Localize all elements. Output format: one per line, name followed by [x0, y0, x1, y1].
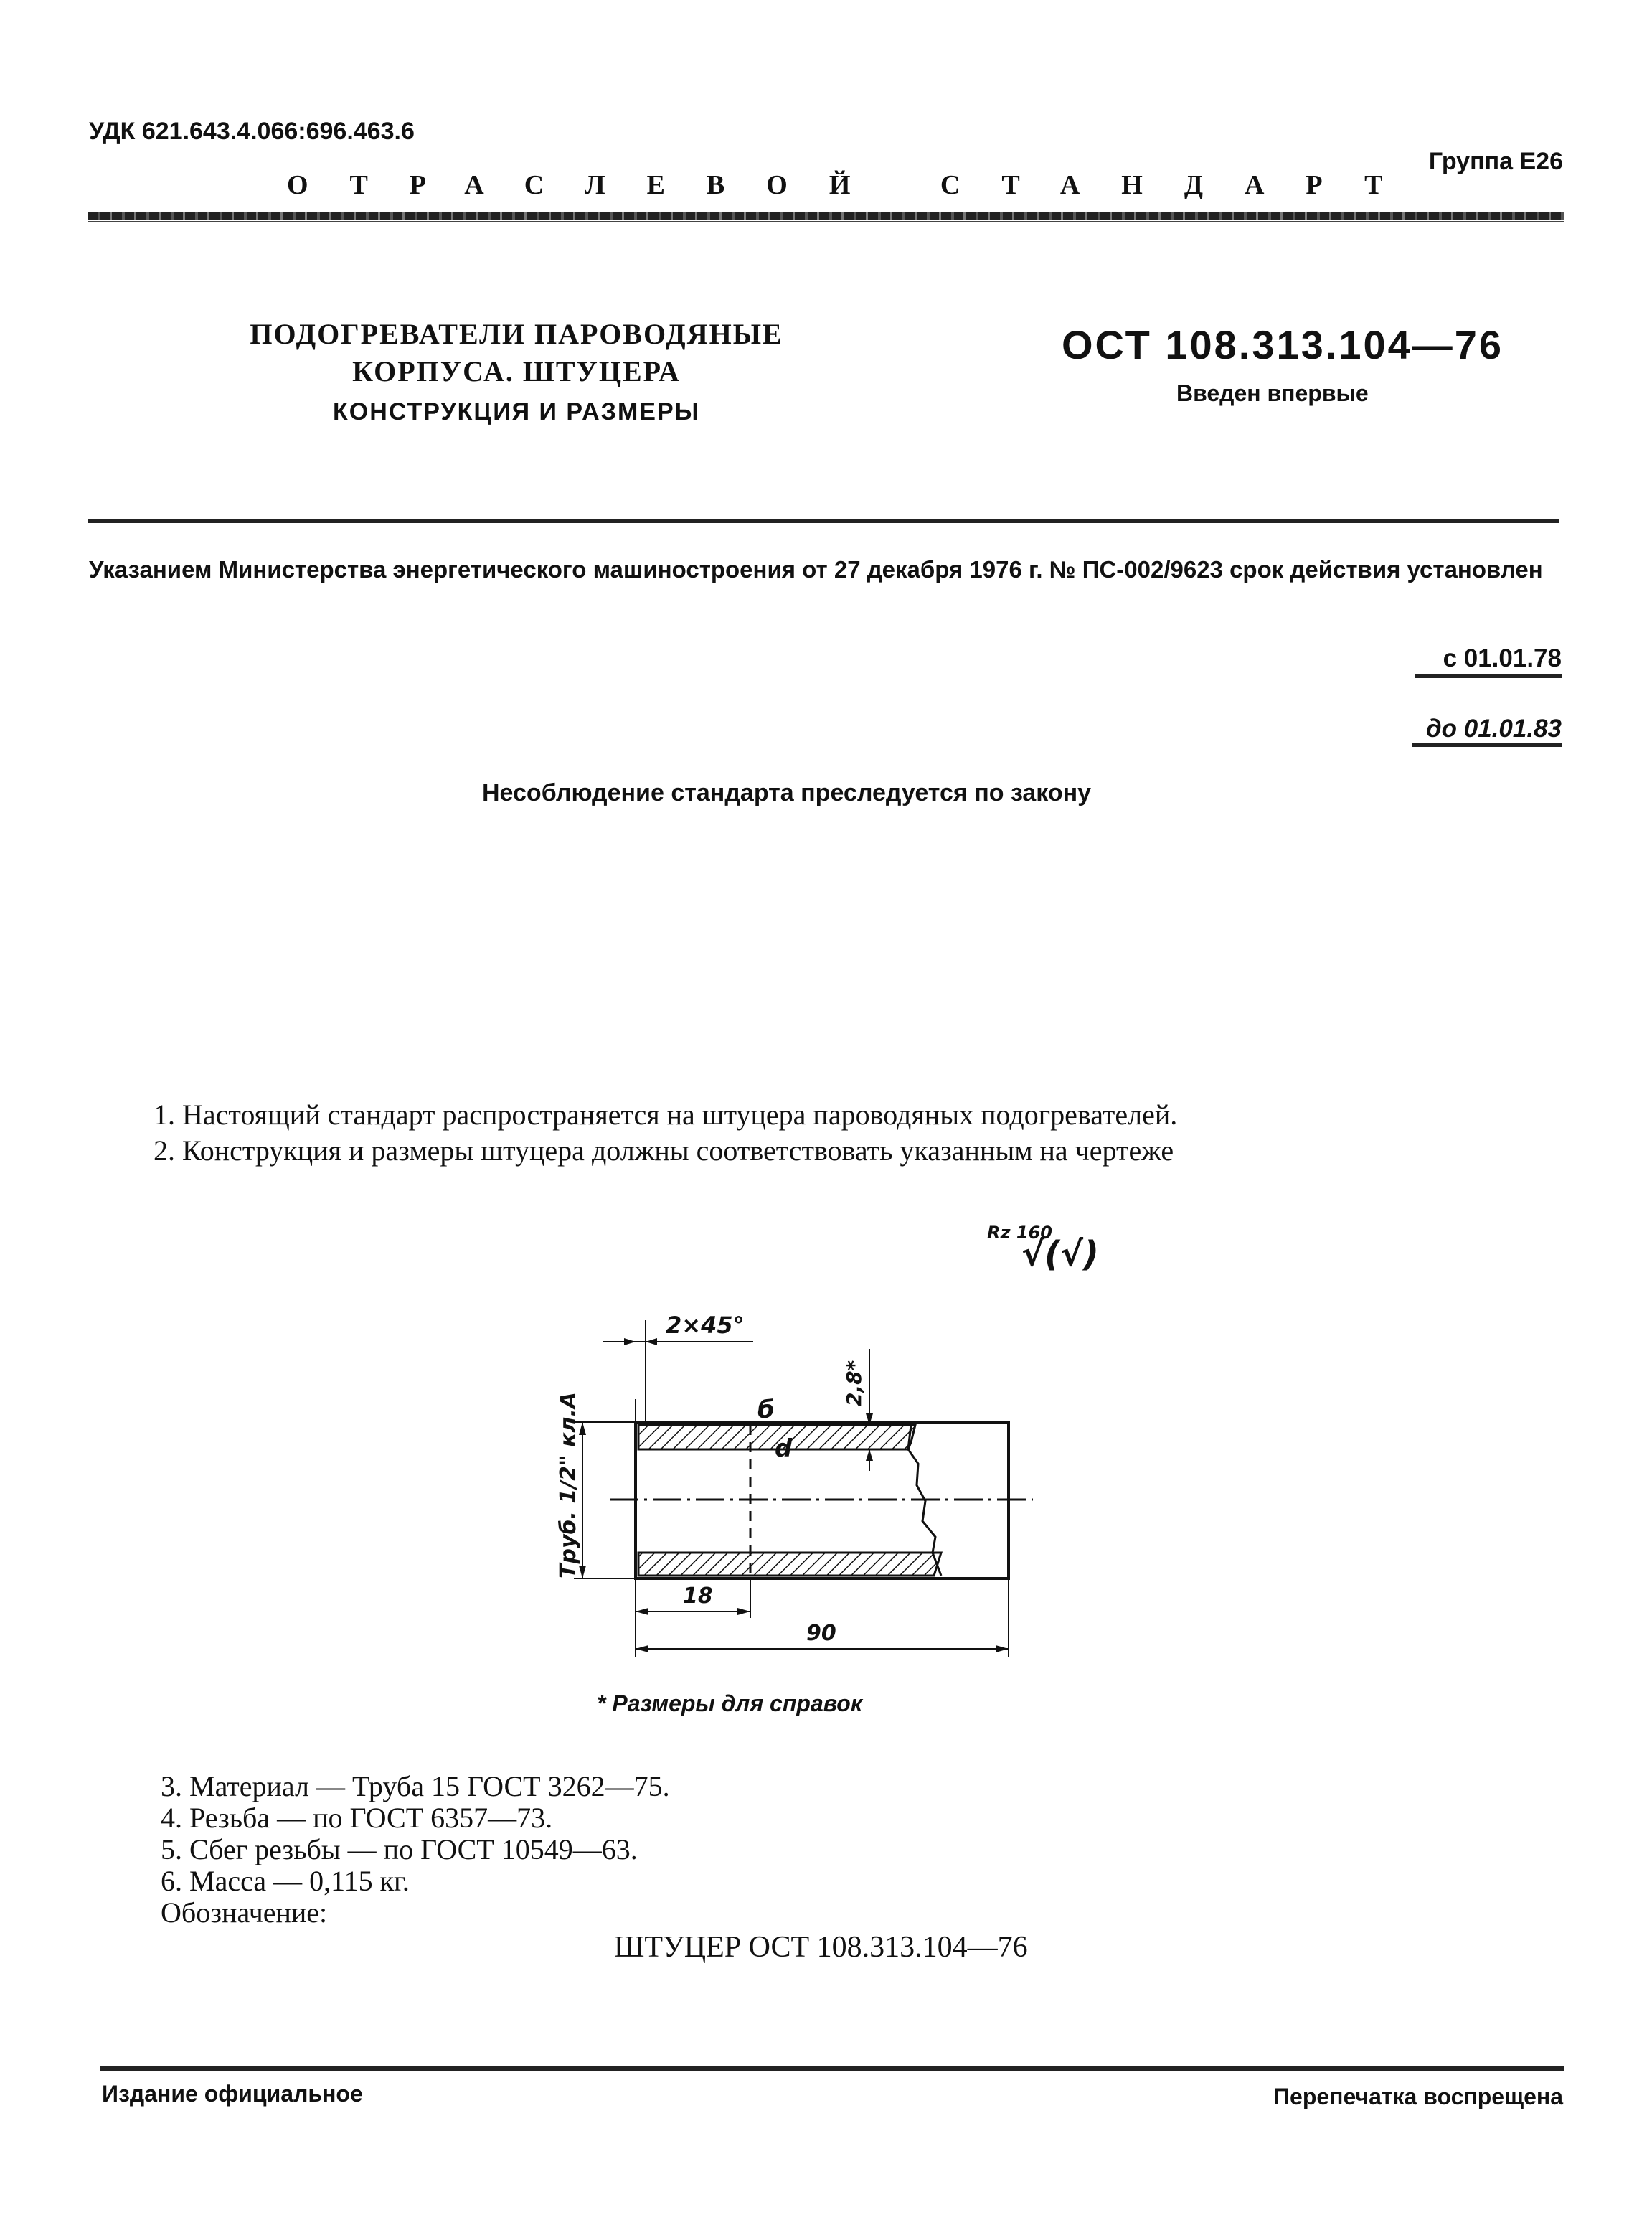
chamfer-arrow-left — [624, 1338, 636, 1345]
wall-arrow-bottom — [866, 1449, 873, 1461]
title-line-3: КОНСТРУКЦИЯ И РАЗМЕРЫ — [333, 398, 700, 425]
date-from-underline — [1415, 674, 1562, 678]
thread-length-arrow-left — [636, 1608, 648, 1615]
thread-designation: Труб. 1/2" кл.А — [556, 1391, 581, 1578]
edition-note: Издание официальное — [102, 2081, 363, 2107]
clause-material: 3. Материал — Труба 15 ГОСТ 3262—75. — [161, 1770, 670, 1802]
roughness-value: Rz 160 — [987, 1223, 1052, 1243]
wall-thickness-dimension: 2,8* — [842, 1360, 866, 1406]
reprint-note: Перепечатка воспрещена — [1273, 2084, 1563, 2109]
title-line-1: ПОДОГРЕВАТЕЛИ ПАРОВОДЯНЫЕ — [250, 318, 783, 350]
header-rule — [88, 212, 1564, 220]
introduced-note: Введен впервые — [1176, 380, 1369, 406]
clause-2: 2. Конструкция и размеры штуцера должны соответствовать указанным на чертеже — [154, 1134, 1174, 1167]
total-length-arrow-right — [996, 1645, 1009, 1652]
designation-label: Обозначение: — [161, 1896, 328, 1929]
chamfer-dimension: 2×45° — [666, 1312, 745, 1339]
mark-b: б — [757, 1396, 775, 1424]
fitting-drawing — [502, 1205, 1148, 1693]
standard-code: ОСТ 108.313.104—76 — [1062, 322, 1504, 367]
law-notice: Несоблюдение стандарта преследуется по закону — [482, 779, 1092, 806]
clause-mass: 6. Масса — 0,115 кг. — [161, 1865, 410, 1897]
effective-from-date: с 01.01.78 — [1443, 644, 1562, 672]
title-rule — [88, 519, 1559, 523]
thread-length-dimension: 18 — [683, 1584, 713, 1609]
clause-1: 1. Настоящий стандарт распространяется на штуцера пароводяных подогревателей. — [154, 1098, 1178, 1131]
title-line-2: КОРПУСА. ШТУЦЕРА — [352, 355, 681, 387]
thread-length-arrow-right — [737, 1608, 750, 1615]
total-length-dimension: 90 — [806, 1621, 836, 1646]
clause-thread: 4. Резьба — по ГОСТ 6357—73. — [161, 1802, 553, 1834]
mark-d: d — [775, 1434, 793, 1463]
document-title — [215, 316, 818, 430]
udk-code: УДК 621.643.4.066:696.463.6 — [89, 118, 415, 145]
date-to-underline — [1412, 743, 1562, 747]
total-length-arrow-left — [636, 1645, 648, 1652]
clause-runout: 5. Сбег резьбы — по ГОСТ 10549—63. — [161, 1833, 638, 1865]
effective-to-date: до 01.01.83 — [1426, 715, 1562, 743]
group-code: Группа Е26 — [1428, 148, 1563, 175]
decree-text: Указанием Министерства энергетического машиностроения от 27 декабря 1976 г. № ПС-002/9623 срок действия установлен — [89, 556, 1543, 583]
footer-rule — [100, 2066, 1564, 2071]
designation-example: ШТУЦЕР ОСТ 108.313.104—76 — [614, 1931, 1028, 1964]
roughness-symbol: √(√) — [1021, 1234, 1099, 1274]
header-rule-thin — [88, 221, 1564, 222]
reference-footnote: * Размеры для справок — [597, 1690, 863, 1716]
standard-type-heading: ОТРАСЛЕВОЙ СТАНДАРТ — [287, 170, 1425, 200]
chamfer-arrow-right — [646, 1338, 657, 1345]
wall-section-bottom — [638, 1553, 941, 1576]
